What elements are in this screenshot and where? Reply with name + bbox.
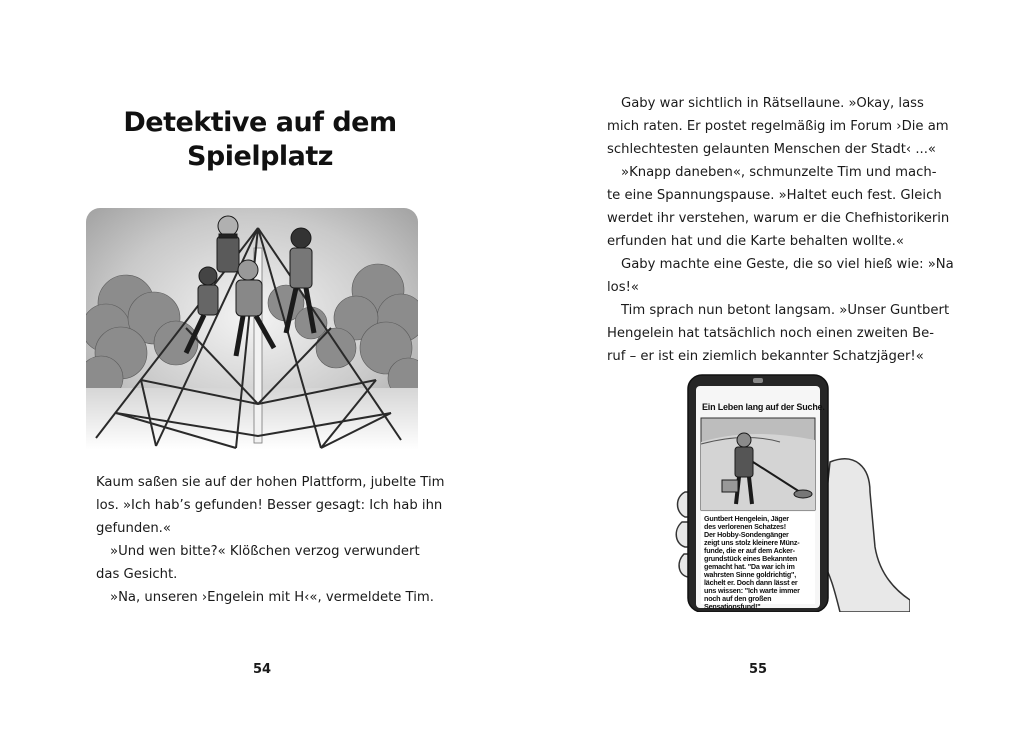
text-line: te eine Spannungspause. »Haltet euch fest. Gleich (607, 188, 942, 203)
text-line: »Na, unseren ›Engelein mit H‹«, vermeldete Tim. (110, 590, 434, 605)
text-line: Gaby machte eine Geste, die so viel hieß wie: »Na (621, 257, 954, 272)
text-line: Kaum saßen sie auf der hohen Plattform, jubelte Tim (96, 475, 445, 490)
text-line: schlechtesten gelaunten Menschen der Stadt‹ ...« (607, 142, 936, 157)
playground-illustration (86, 208, 418, 450)
article-line: wahrsten Sinne goldrichtig", (704, 570, 797, 579)
right-page (510, 0, 1020, 738)
text-line: das Gesicht. (96, 567, 178, 582)
chapter-title-line: Detektive auf dem (123, 107, 397, 138)
phone-article-text (704, 515, 822, 611)
chapter-title-line: Spielplatz (186, 141, 334, 172)
page-number: 54 (252, 662, 272, 677)
text-line: ruf – er ist ein ziemlich bekannter Schatzjäger!« (607, 349, 924, 364)
text-line: los!« (607, 280, 639, 295)
page-number: 55 (748, 662, 768, 677)
article-line: gemacht hat. "Da war ich im (704, 562, 795, 571)
chapter-title (90, 106, 430, 174)
article-line: grundstück eines Bekannten (704, 554, 798, 563)
article-line: noch auf den großen (704, 594, 772, 603)
article-line: des verlorenen Schatzes! (704, 522, 786, 531)
text-line: »Knapp daneben«, schmunzelte Tim und mach- (621, 165, 937, 180)
article-line: lächelt er. Doch dann lässt er (704, 578, 798, 587)
article-line: funde, die er auf dem Acker- (704, 546, 795, 555)
text-line: Hengelein hat tatsächlich noch einen zweiten Be- (607, 326, 935, 341)
right-paragraph (607, 92, 954, 368)
text-line: Gaby war sichtlich in Rätsellaune. »Okay, lass (621, 96, 924, 111)
article-line: Sensationsfund!" (704, 602, 761, 611)
phone-headline: Ein Leben lang auf der Suche. (702, 402, 825, 412)
left-paragraph (96, 471, 445, 609)
text-line: erfunden hat und die Karte behalten wollte.« (607, 234, 904, 249)
text-line: »Und wen bitte?« Klößchen verzog verwundert (110, 544, 420, 559)
text-line: gefunden.« (96, 521, 171, 536)
article-line: Der Hobby-Sondengänger (704, 530, 789, 539)
text-line: werdet ihr verstehen, warum er die Chefhistorikerin (607, 211, 950, 226)
article-line: zeigt uns stolz kleinere Münz- (704, 538, 800, 547)
text-line: Tim sprach nun betont langsam. »Unser Guntbert (621, 303, 950, 318)
text-line: los. »Ich hab’s gefunden! Besser gesagt: Ich hab ihn (96, 498, 443, 513)
text-line: mich raten. Er postet regelmäßig im Forum ›Die am (607, 119, 949, 134)
hand-illustration (820, 459, 910, 612)
article-line: Guntbert Hengelein, Jäger (704, 514, 789, 523)
article-line: uns wissen: "Ich warte immer (704, 586, 800, 595)
